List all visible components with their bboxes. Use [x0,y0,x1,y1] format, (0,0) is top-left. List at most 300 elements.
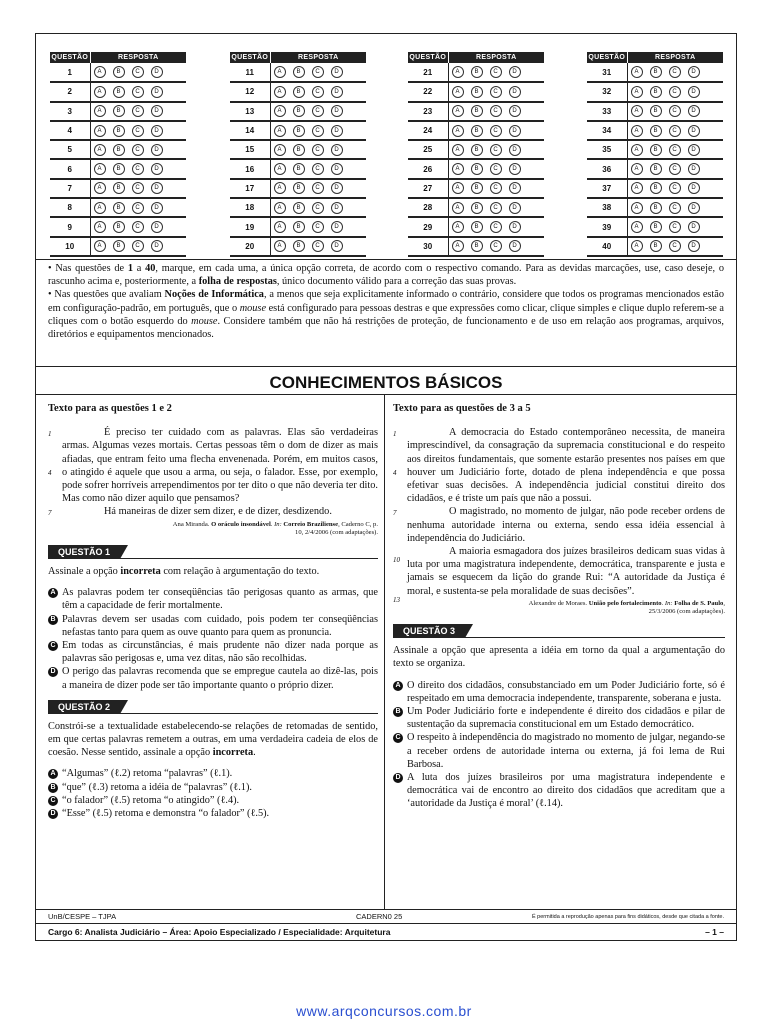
answer-bubble[interactable]: B [113,105,125,117]
instruction-1: • Nas questões de 1 a 40, marque, em cada uma, a única opção correta, de acordo com o respectivo comando. Para as devidas marcações, use, caso deseje, o rascunho acima e, posteriormente, a folha de respostas, único documento válido para a correção das suas provas. [48,263,725,288]
answer-bubble[interactable]: C [669,221,681,233]
answer-row [50,198,186,217]
answer-grid [408,52,544,257]
answer-bubble[interactable]: B [113,125,125,137]
answer-bubble[interactable]: A [274,202,286,214]
answer-bubble[interactable]: B [293,163,305,175]
answer-bubble[interactable]: B [471,86,483,98]
answer-bubble[interactable]: D [509,182,521,194]
answer-row [408,63,544,82]
answer-bubble[interactable]: A [94,163,106,175]
answer-bubble[interactable]: B [113,202,125,214]
answer-bubble[interactable]: A [94,105,106,117]
answer-bubble[interactable]: B [293,86,305,98]
answer-bubble[interactable]: A [274,163,286,175]
answer-bubble[interactable]: B [293,202,305,214]
answer-options [90,237,186,256]
answer-bubble[interactable]: C [669,66,681,78]
answer-row [408,179,544,198]
answer-bubble[interactable]: D [331,86,343,98]
answer-row [50,102,186,121]
answer-bubble[interactable]: B [113,221,125,233]
answer-row [50,82,186,101]
answer-bubble[interactable]: D [688,221,700,233]
answer-bubble[interactable]: D [688,125,700,137]
answer-bubble[interactable]: D [151,125,163,137]
answer-row [587,82,723,101]
answer-options [270,159,366,178]
grid-header-answer: RESPOSTA [627,52,723,63]
answer-bubble[interactable]: A [452,202,464,214]
question-number: 2 [50,82,90,101]
grid-header-answer: RESPOSTA [270,52,366,63]
answer-options [270,82,366,101]
answer-bubble[interactable]: A [631,66,643,78]
answer-row [50,217,186,236]
right-column [393,402,725,811]
answer-bubble[interactable]: A [452,125,464,137]
answer-bubble[interactable]: B [293,182,305,194]
question-number: 24 [408,121,448,140]
answer-bubble[interactable]: D [688,202,700,214]
answer-bubble[interactable]: A [452,221,464,233]
answer-bubble[interactable]: C [312,240,324,252]
answer-bubble[interactable]: A [452,240,464,252]
answer-bubble[interactable]: C [132,66,144,78]
answer-bubble[interactable]: C [312,66,324,78]
question-number: 27 [408,179,448,198]
page-frame [35,33,737,941]
answer-bubble[interactable]: D [688,86,700,98]
answer-bubble[interactable]: B [471,125,483,137]
answer-bubble[interactable]: B [650,105,662,117]
answer-bubble[interactable]: C [132,86,144,98]
answer-bubble[interactable]: D [509,221,521,233]
line-number: 7 [48,509,52,518]
question-1-option-c[interactable]: C Em todas as circunstâncias, é mais prudente não dizer nada porque as palavras são perigosas e, uma vez ditas, não são recolhidas. [48,639,378,665]
text-title-1-2: Texto para as questões 1 e 2 [48,403,172,414]
answer-bubble[interactable]: B [471,163,483,175]
answer-bubble[interactable]: C [312,182,324,194]
question-2-option-c[interactable]: C “o falador” (ℓ.5) retoma “o atingido” (ℓ.4). [48,794,378,807]
answer-bubble[interactable]: D [688,105,700,117]
answer-bubble[interactable]: D [331,144,343,156]
answer-grid [587,52,723,257]
answer-row [230,237,366,256]
question-number: 18 [230,198,270,217]
answer-bubble[interactable]: B [471,221,483,233]
answer-bubble[interactable]: D [509,202,521,214]
answer-bubble[interactable]: D [331,182,343,194]
answer-bubble[interactable]: A [452,86,464,98]
answer-bubble[interactable]: C [669,105,681,117]
option-a-icon: A [393,681,403,691]
answer-bubble[interactable]: B [471,105,483,117]
answer-bubble[interactable]: A [631,240,643,252]
question-number: 26 [408,159,448,178]
answer-bubble[interactable]: D [509,86,521,98]
option-d-icon: D [48,667,58,677]
answer-row [587,121,723,140]
answer-bubble[interactable]: B [650,86,662,98]
answer-bubble[interactable]: C [132,182,144,194]
question-1-option-a[interactable]: A As palavras podem ter conseqüências tão perigosas quanto as armas, que têm a capacidade de ferir mortalmente. [48,586,378,612]
option-b-icon: B [393,707,403,717]
answer-bubble[interactable]: B [113,182,125,194]
answer-options [270,63,366,82]
line-number: 1 [393,430,397,439]
question-number: 35 [587,140,627,159]
column-divider [384,394,385,909]
answer-bubble[interactable]: B [471,240,483,252]
answer-row [587,198,723,217]
question-1-option-b[interactable]: B Palavras devem ser usadas com cuidado, pois podem ter conseqüências nefastas tanto para quem as ouve quanto para quem as pronuncia. [48,613,378,639]
answer-row [50,237,186,256]
answer-bubble[interactable]: A [274,240,286,252]
answer-options [90,140,186,159]
answer-bubble[interactable]: D [151,86,163,98]
answer-bubble[interactable]: C [669,144,681,156]
answer-bubble[interactable]: D [688,66,700,78]
line-number: 10 [393,556,400,565]
answer-row [230,82,366,101]
website-link[interactable]: www.arqconcursos.com.br [296,1003,472,1019]
answer-bubble[interactable]: A [274,66,286,78]
question-number: 3 [50,102,90,121]
answer-row [408,82,544,101]
answer-options [448,82,544,101]
question-number: 4 [50,121,90,140]
answer-bubble[interactable]: A [94,221,106,233]
answer-row [408,140,544,159]
answer-bubble[interactable]: A [631,86,643,98]
answer-bubble[interactable]: C [312,144,324,156]
answer-bubble[interactable]: B [113,163,125,175]
answer-bubble[interactable]: B [650,66,662,78]
answer-bubble[interactable]: C [312,105,324,117]
question-3-option-d[interactable]: D A luta dos juízes brasileiros por uma magistratura independente e democrática vai de encontro ao direito dos cidadãos que acreditam que a ‘autoridade da Justiça é moral’ (ℓ.14). [393,771,725,811]
answer-bubble[interactable]: D [331,240,343,252]
answer-options [627,102,723,121]
footer-cargo: Cargo 6: Analista Judiciário – Área: Apoio Especializado / Especialidade: Arquitetura [48,927,391,937]
answer-bubble[interactable]: A [274,144,286,156]
answer-bubble[interactable]: B [650,144,662,156]
answer-bubble[interactable]: B [293,240,305,252]
answer-options [270,102,366,121]
answer-bubble[interactable]: D [331,125,343,137]
answer-options [627,179,723,198]
answer-bubble[interactable]: C [669,163,681,175]
answer-options [448,217,544,236]
question-number: 5 [50,140,90,159]
answer-bubble[interactable]: B [293,221,305,233]
answer-bubble[interactable]: B [293,144,305,156]
answer-bubble[interactable]: A [94,86,106,98]
answer-row [408,237,544,256]
question-number: 14 [230,121,270,140]
answer-bubble[interactable]: D [331,105,343,117]
answer-bubble[interactable]: A [94,202,106,214]
line-number: 4 [48,469,52,478]
answer-bubble[interactable]: B [113,144,125,156]
answer-bubble[interactable]: D [151,240,163,252]
answer-bubble[interactable]: A [274,221,286,233]
question-number: 22 [408,82,448,101]
answer-row [408,198,544,217]
answer-bubble[interactable]: A [94,144,106,156]
answer-options [90,198,186,217]
answer-bubble[interactable]: A [631,182,643,194]
line-number: 13 [393,596,400,605]
answer-bubble[interactable]: D [331,221,343,233]
answer-bubble[interactable]: C [490,163,502,175]
answer-bubble[interactable]: D [509,105,521,117]
answer-bubble[interactable]: B [471,182,483,194]
divider [36,394,736,395]
answer-bubble[interactable]: B [293,125,305,137]
question-3-option-a[interactable]: A O direito dos cidadãos, consubstanciado em um Poder Judiciário forte, só é respeitado em uma democracia independente, transparente, soberana e justa. [393,679,725,705]
answer-bubble[interactable]: B [113,240,125,252]
answer-row [408,217,544,236]
answer-bubble[interactable]: A [94,240,106,252]
citation: Ana Miranda. O oráculo insondável. In: Correio Braziliense, Caderno C, p. 10, 2/4/2006 (com adaptações). [172,520,378,536]
answer-row [587,63,723,82]
answer-bubble[interactable]: C [312,202,324,214]
footer-caderno: CADERN0 25 [356,912,403,921]
answer-options [90,121,186,140]
footer-top [36,909,736,923]
answer-options [270,140,366,159]
answer-bubble[interactable]: C [490,86,502,98]
answer-bubble[interactable]: D [688,182,700,194]
answer-row [587,237,723,256]
question-number: 7 [50,179,90,198]
answer-bubble[interactable]: A [274,125,286,137]
answer-bubble[interactable]: C [312,86,324,98]
question-number: 30 [408,237,448,256]
answer-bubble[interactable]: B [293,66,305,78]
question-number: 21 [408,63,448,82]
answer-bubble[interactable]: D [509,125,521,137]
answer-bubble[interactable]: C [490,105,502,117]
answer-options [90,82,186,101]
passage-paragraph: Há maneiras de dizer sem dizer, e de dizer, desdizendo. [104,506,332,518]
grid-header-answer: RESPOSTA [448,52,544,63]
option-a-icon: A [48,588,58,598]
question-3-option-b[interactable]: B Um Poder Judiciário forte e independente é direito dos cidadãos e pilar de sustentação da supremacia constitucional em um Estado democrático. [393,705,725,731]
answer-row [587,140,723,159]
answer-bubble[interactable]: C [669,125,681,137]
answer-bubble[interactable]: D [509,163,521,175]
option-d-icon: D [48,809,58,819]
answer-bubble[interactable]: D [331,66,343,78]
answer-bubble[interactable]: C [132,240,144,252]
answer-bubble[interactable]: C [312,221,324,233]
answer-options [270,179,366,198]
question-number: 9 [50,217,90,236]
answer-row [230,198,366,217]
answer-bubble[interactable]: A [274,105,286,117]
answer-bubble[interactable]: D [151,163,163,175]
answer-bubble[interactable]: C [669,202,681,214]
answer-bubble[interactable]: A [94,125,106,137]
answer-bubble[interactable]: B [293,105,305,117]
answer-bubble[interactable]: B [650,202,662,214]
answer-bubble[interactable]: B [650,125,662,137]
answer-bubble[interactable]: A [274,182,286,194]
answer-bubble[interactable]: C [132,163,144,175]
answer-bubble[interactable]: C [312,163,324,175]
answer-row [408,121,544,140]
answer-options [90,217,186,236]
answer-bubble[interactable]: A [631,221,643,233]
answer-bubble[interactable]: C [132,221,144,233]
question-number: 19 [230,217,270,236]
answer-bubble[interactable]: B [650,240,662,252]
answer-bubble[interactable]: D [509,240,521,252]
answer-row [50,121,186,140]
answer-bubble[interactable]: C [669,182,681,194]
answer-bubble[interactable]: D [151,66,163,78]
answer-options [627,82,723,101]
option-d-icon: D [393,773,403,783]
answer-options [448,63,544,82]
answer-bubble[interactable]: B [650,182,662,194]
answer-bubble[interactable]: B [471,202,483,214]
answer-grid [50,52,186,257]
line-number: 4 [393,469,397,478]
answer-bubble[interactable]: C [132,202,144,214]
answer-options [627,121,723,140]
answer-bubble[interactable]: C [132,105,144,117]
answer-options [448,237,544,256]
passage-paragraph: É preciso ter cuidado com as palavras. Elas são verdadeiras armas. Algumas vezes mortais. Certas pessoas têm o dom de dizer as mais afiadas, que entram feito uma flecha envenenada. Porém, em muitos casos, o atingido é aquele que usou a arma, ou seja, o falador. Esse, por exemplo, pode sofrer horríveis arrependimentos por ter dito o que não deveria ter dito. Mas como não dizer aquilo que pensamos? [62,427,378,505]
answer-bubble[interactable]: D [151,144,163,156]
answer-row [230,63,366,82]
footer-notice: É permitida a reprodução apenas para fins didáticos, desde que citada a fonte. [531,914,724,920]
question-number: 40 [587,237,627,256]
line-number: 1 [48,430,52,439]
question-number: 25 [408,140,448,159]
grid-header-question: QUESTÃO [231,54,269,61]
answer-row [50,159,186,178]
question-2-header: QUESTÃO 2 [48,700,378,714]
question-number: 12 [230,82,270,101]
answer-sheet-grids [50,52,726,267]
answer-bubble[interactable]: C [490,221,502,233]
answer-bubble[interactable]: A [631,144,643,156]
answer-bubble[interactable]: A [452,163,464,175]
answer-grid [230,52,366,257]
answer-options [448,121,544,140]
question-2-option-a[interactable]: A “Algumas” (ℓ.2) retoma “palavras” (ℓ.1). [48,767,378,780]
answer-bubble[interactable]: D [151,202,163,214]
answer-bubble[interactable]: C [490,182,502,194]
question-number: 1 [50,63,90,82]
divider [36,259,736,260]
answer-bubble[interactable]: B [471,144,483,156]
grid-header-question: QUESTÃO [588,54,626,61]
answer-bubble[interactable]: D [688,240,700,252]
answer-bubble[interactable]: C [132,144,144,156]
answer-bubble[interactable]: A [631,125,643,137]
question-2-option-d[interactable]: D “Esse” (ℓ.5) retoma e demonstra “o falador” (ℓ.5). [48,807,378,820]
answer-bubble[interactable]: A [94,182,106,194]
passage-2 [393,426,725,605]
answer-bubble[interactable]: B [113,66,125,78]
answer-bubble[interactable]: C [669,86,681,98]
question-number: 37 [587,179,627,198]
answer-row [230,179,366,198]
answer-bubble[interactable]: D [688,144,700,156]
answer-bubble[interactable]: A [452,66,464,78]
answer-options [448,198,544,217]
answer-row [50,63,186,82]
answer-bubble[interactable]: A [631,202,643,214]
answer-bubble[interactable]: D [509,144,521,156]
question-3-option-c[interactable]: C O respeito à independência do magistrado no momento de julgar, negando-se a receber ordens de autoridade interna ou externa, já foi lema de Rui Barbosa. [393,731,725,771]
answer-bubble[interactable]: C [132,125,144,137]
answer-row [408,159,544,178]
answer-bubble[interactable]: A [94,66,106,78]
answer-bubble[interactable]: D [151,182,163,194]
answer-bubble[interactable]: D [151,221,163,233]
answer-bubble[interactable]: A [274,86,286,98]
answer-bubble[interactable]: B [650,221,662,233]
answer-bubble[interactable]: B [471,66,483,78]
answer-options [627,198,723,217]
line-number: 7 [393,509,397,518]
question-1-option-d[interactable]: D O perigo das palavras recomenda que se empregue cautela ao dizê-las, pois a maneira de dizer pode ser tão importante quanto o próprio dizer. [48,665,378,691]
answer-bubble[interactable]: B [113,86,125,98]
answer-bubble[interactable]: A [631,163,643,175]
answer-bubble[interactable]: C [490,202,502,214]
answer-bubble[interactable]: C [490,144,502,156]
answer-bubble[interactable]: A [452,182,464,194]
answer-bubble[interactable]: D [688,163,700,175]
answer-bubble[interactable]: D [151,105,163,117]
answer-row [587,102,723,121]
answer-bubble[interactable]: A [631,105,643,117]
answer-bubble[interactable]: C [312,125,324,137]
answer-bubble[interactable]: B [650,163,662,175]
question-number: 8 [50,198,90,217]
instruction-2: • Nas questões que avaliam Noções de Informática, a menos que seja explicitamente informado o contrário, considere que todos os programas mencionados estão em configuração-padrão, em português, que o mouse está configurado para pessoas destras e que expressões como clicar, clique simples e clique duplo referem-se a cliques com o botão esquerdo do mouse. Considere também que não há restrições de proteção, de funcionamento e de uso em relação aos programas, arquivos, diretórios e equipamentos mencionados. [48,289,724,341]
answer-bubble[interactable]: A [452,144,464,156]
question-2-option-b[interactable]: B “que” (ℓ.3) retoma a idéia de “palavras” (ℓ.1). [48,781,378,794]
footer-bottom [36,923,736,939]
answer-options [90,102,186,121]
question-3-header: QUESTÃO 3 [393,624,725,638]
answer-bubble[interactable]: C [490,125,502,137]
answer-options [627,159,723,178]
question-number: 36 [587,159,627,178]
question-2-stem: Constrói-se a textualidade estabelecendo-se relações de retomadas de sentido, em que certas palavras remetem a outras, em uma verdadeira cadeia de elos de coesão. Nesse sentido, assinale a opção incorreta. [48,720,378,759]
answer-bubble[interactable]: C [490,240,502,252]
answer-bubble[interactable]: A [452,105,464,117]
answer-bubble[interactable]: D [331,163,343,175]
answer-options [448,102,544,121]
question-number: 38 [587,198,627,217]
answer-bubble[interactable]: D [509,66,521,78]
question-number: 32 [587,82,627,101]
answer-bubble[interactable]: C [490,66,502,78]
answer-bubble[interactable]: D [331,202,343,214]
question-3-stem: Assinale a opção que apresenta a idéia em torno da qual a argumentação do texto se organiza. [393,645,725,670]
answer-bubble[interactable]: C [669,240,681,252]
question-1-stem: Assinale a opção incorreta com relação à argumentação do texto. [48,566,320,578]
divider [36,366,736,367]
